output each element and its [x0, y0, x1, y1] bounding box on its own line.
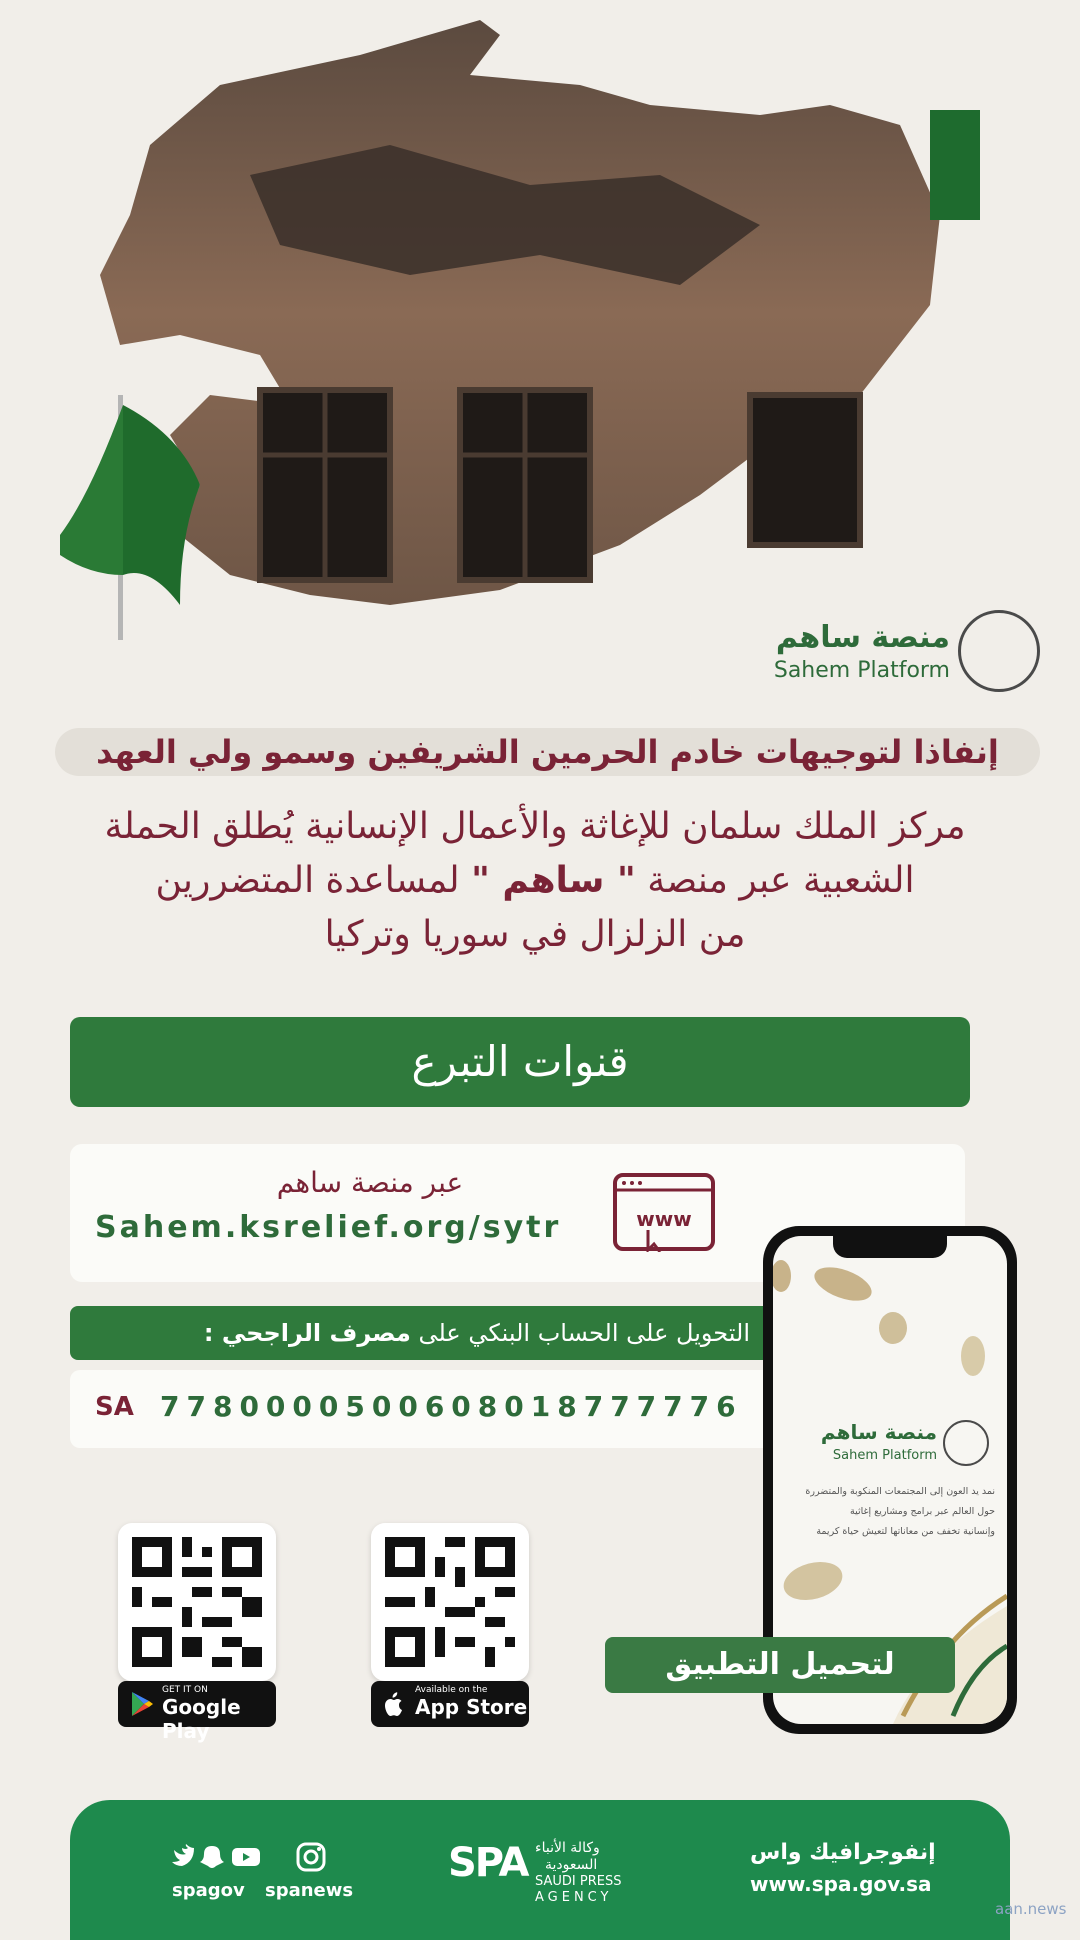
- infographic-label: إنفوجرافيك واس: [750, 1840, 936, 1865]
- sahem-logo: [730, 600, 1040, 700]
- sahem-logo-icon: [958, 610, 1040, 692]
- web-label: عبر منصة ساهم: [276, 1166, 464, 1199]
- web-url[interactable]: Sahem.ksrelief.org/sytr: [95, 1210, 562, 1245]
- instagram-icon: [296, 1842, 326, 1872]
- intro-line-1: مركز الملك سلمان للإغاثة والأعمال الإنسانية يُطلق الحملة: [104, 806, 966, 847]
- bank-transfer-bar: [70, 1306, 790, 1360]
- headline-text: إنفاذا لتوجيهات خادم الحرمين الشريفين وسمو ولي العهد: [96, 733, 999, 771]
- intro-line-2: [60, 854, 1010, 908]
- app-store-qr[interactable]: [371, 1523, 529, 1681]
- transfer-text: التحويل على الحساب البنكي على: [410, 1319, 750, 1347]
- iban-number[interactable]: 7780000500608018777776: [160, 1390, 743, 1423]
- intro-line-3: من الزلزال في سوريا وتركيا: [324, 914, 746, 955]
- logo-arabic: منصة ساهم: [775, 620, 950, 655]
- bank-name: مصرف الراجحي :: [203, 1319, 411, 1347]
- social-icons: [172, 1844, 264, 1872]
- phone-notch: [833, 1236, 947, 1258]
- intro-line-2a: الشعبية عبر منصة: [635, 860, 915, 901]
- footer-website[interactable]: www.spa.gov.sa: [750, 1872, 932, 1896]
- logo-english: Sahem Platform: [773, 658, 950, 683]
- agency-ar-1: وكالة الأنباء: [535, 1840, 600, 1856]
- svg-text:www: www: [636, 1207, 692, 1231]
- donation-channels-banner: قنوات التبرع: [70, 1017, 970, 1107]
- agency-en-1: SAUDI PRESS: [535, 1874, 622, 1889]
- phone-logo-icon: [943, 1420, 989, 1466]
- hero-image: [60, 15, 990, 640]
- agency-ar-2: السعودية: [545, 1857, 598, 1873]
- google-play-icon: [130, 1691, 154, 1717]
- headline: [55, 728, 1040, 776]
- spa-logo: SPA: [448, 1840, 528, 1886]
- www-icon: [612, 1172, 716, 1252]
- phone-text-1: نمد يد العون إلى المجتمعات المنكوبة والمتضررة: [805, 1486, 995, 1497]
- phone-logo-arabic: منصة ساهم: [820, 1420, 937, 1444]
- agency-en-2: AGENCY: [535, 1890, 613, 1905]
- google-play-big: Google Play: [162, 1695, 241, 1743]
- watermark: aan.news: [995, 1900, 1067, 1918]
- apple-icon: [383, 1690, 405, 1718]
- social-handle-2[interactable]: spanews: [265, 1880, 354, 1901]
- google-play-badge[interactable]: [118, 1681, 276, 1743]
- iban-card[interactable]: [70, 1370, 790, 1448]
- social-handle-1[interactable]: spagov: [172, 1880, 245, 1901]
- app-store-small: Available on the: [415, 1685, 488, 1695]
- app-store-big: App Store: [415, 1695, 528, 1719]
- download-app-button[interactable]: لتحميل التطبيق: [605, 1637, 955, 1693]
- iban-prefix: SA: [95, 1392, 134, 1422]
- phone-text-2: حول العالم عبر برامج ومشاريع إغاثية: [850, 1506, 995, 1517]
- google-play-qr[interactable]: [118, 1523, 276, 1681]
- intro-line-2c: لمساعدة المتضررين: [155, 860, 472, 901]
- phone-text-3: وإنسانية تخفف من معاناتها لتعيش حياة كريمة: [816, 1526, 995, 1537]
- footer: [70, 1800, 1010, 1940]
- phone-logo-english: Sahem Platform: [832, 1448, 937, 1463]
- app-store-badge[interactable]: [371, 1681, 529, 1727]
- intro-text: [60, 800, 1010, 962]
- google-play-small: GET IT ON: [162, 1685, 208, 1695]
- intro-line-2b: " ساهم ": [471, 860, 636, 901]
